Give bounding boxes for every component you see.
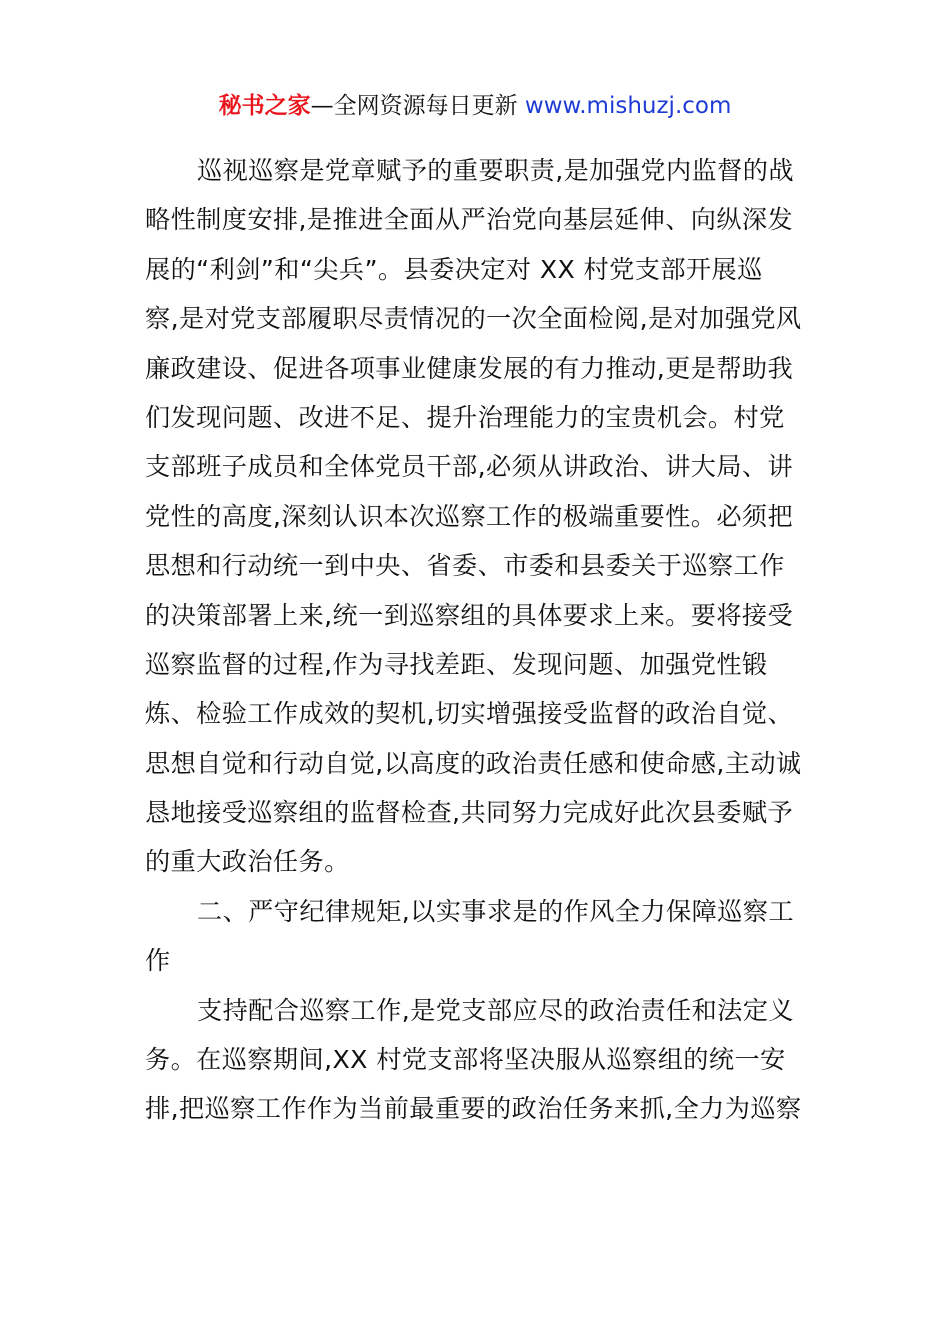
paragraph-line: 巡察监督的过程,作为寻找差距、发现问题、加强党性锻	[145, 649, 768, 679]
page-header	[0, 86, 950, 126]
paragraph-line: 恳地接受巡察组的监督检查,共同努力完成好此次县委赋予	[145, 798, 794, 828]
paragraph-line: 展的“利剑”和“尖兵”。县委决定对 XX 村党支部开展巡	[145, 254, 763, 284]
paragraph-line: 排,把巡察工作作为当前最重要的政治任务来抓,全力为巡察	[145, 1094, 802, 1124]
paragraph-line: 廉政建设、促进各项事业健康发展的有力推动,更是帮助我	[145, 353, 794, 383]
section-heading-line: 二、严守纪律规矩,以实事求是的作风全力保障巡察工	[197, 896, 794, 926]
header-tagline: —全网资源每日更新	[310, 93, 525, 119]
paragraph-line: 巡视巡察是党章赋予的重要职责,是加强党内监督的战	[197, 156, 794, 185]
paragraph-line: 思想自觉和行动自觉,以高度的政治责任感和使命感,主动诚	[145, 748, 802, 778]
document-body	[145, 146, 807, 1134]
paragraph-line: 务。在巡察期间,XX 村党支部将坚决服从巡察组的统一安	[145, 1045, 786, 1075]
paragraph-line: 察,是对党支部履职尽责情况的一次全面检阅,是对加强党风	[145, 304, 802, 334]
paragraph-line: 略性制度安排,是推进全面从严治党向基层延伸、向纵深发	[145, 205, 794, 235]
paragraph-line: 炼、检验工作成效的契机,切实增强接受监督的政治自觉、	[145, 699, 794, 729]
website-url: www.mishuzj.com	[524, 93, 732, 119]
paragraph-line: 思想和行动统一到中央、省委、市委和县委关于巡察工作	[145, 551, 785, 581]
paragraph-line: 的决策部署上来,统一到巡察组的具体要求上来。要将接受	[145, 600, 794, 630]
brand-name: 秘书之家	[218, 93, 311, 119]
paragraph-line: 支部班子成员和全体党员干部,必须从讲政治、讲大局、讲	[145, 452, 794, 482]
section-heading-line: 作	[145, 946, 171, 976]
paragraph-line: 支持配合巡察工作,是党支部应尽的政治责任和法定义	[197, 995, 794, 1025]
paragraph-line: 们发现问题、改进不足、提升治理能力的宝贵机会。村党	[145, 402, 785, 432]
paragraph-line: 党性的高度,深刻认识本次巡察工作的极端重要性。必须把	[145, 501, 794, 531]
paragraph-line: 的重大政治任务。	[145, 847, 350, 877]
